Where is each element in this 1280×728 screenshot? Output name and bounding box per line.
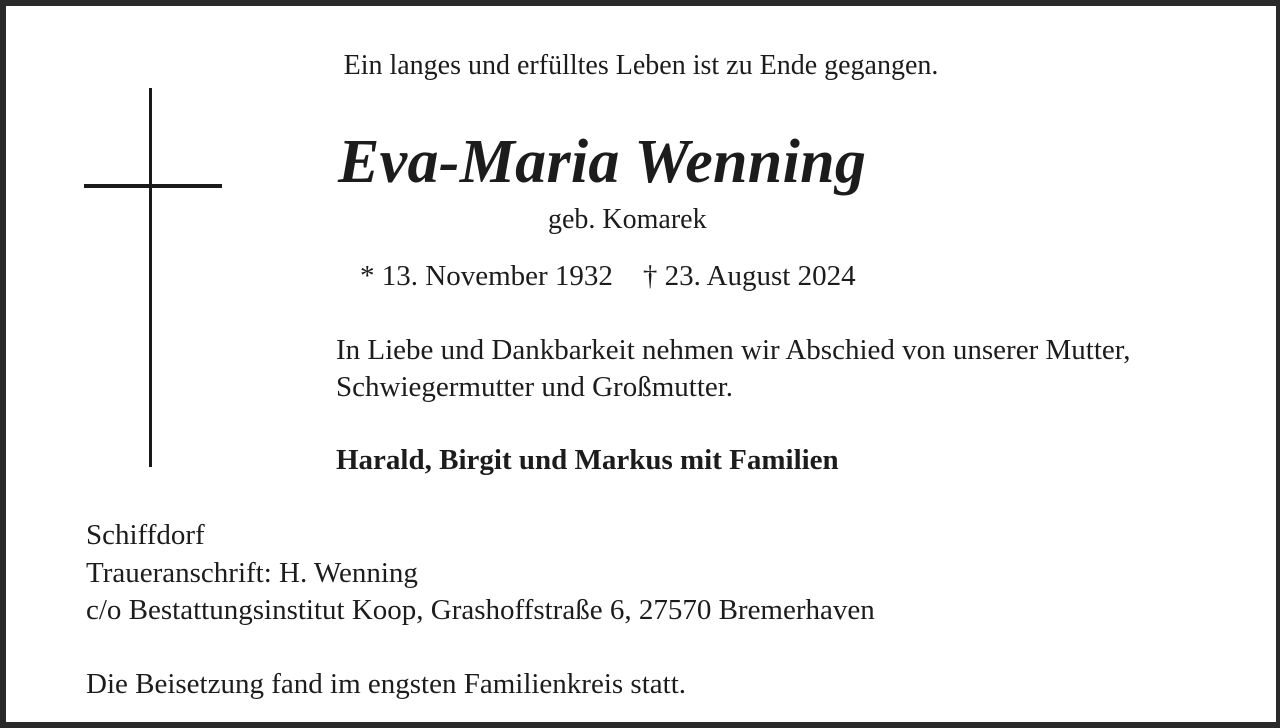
deceased-name: Eva-Maria Wenning [338, 128, 867, 196]
birth-date: * 13. November 1932 [360, 260, 613, 292]
mourning-address-line-1: Traueranschrift: H. Wenning [86, 557, 418, 589]
mourners-signature: Harald, Birgit und Markus mit Familien [336, 444, 839, 476]
cross-horizontal-bar [84, 184, 222, 188]
cross-vertical-bar [149, 88, 152, 467]
farewell-message-line-1: In Liebe und Dankbarkeit nehmen wir Abschied von unserer Mutter, [336, 334, 1131, 366]
death-date: † 23. August 2024 [642, 260, 856, 292]
mourning-address-line-2: c/o Bestattungsinstitut Koop, Grashoffstraße 6, 27570 Bremerhaven [86, 594, 875, 626]
birth-name: geb. Komarek [548, 204, 707, 235]
burial-note: Die Beisetzung fand im engsten Familienkreis statt. [86, 668, 687, 700]
farewell-message-line-2: Schwiegermutter und Großmutter. [336, 371, 734, 403]
intro-line: Ein langes und erfülltes Leben ist zu Ende gegangen. [343, 50, 939, 81]
life-dates [360, 262, 856, 291]
place: Schiffdorf [86, 519, 205, 551]
